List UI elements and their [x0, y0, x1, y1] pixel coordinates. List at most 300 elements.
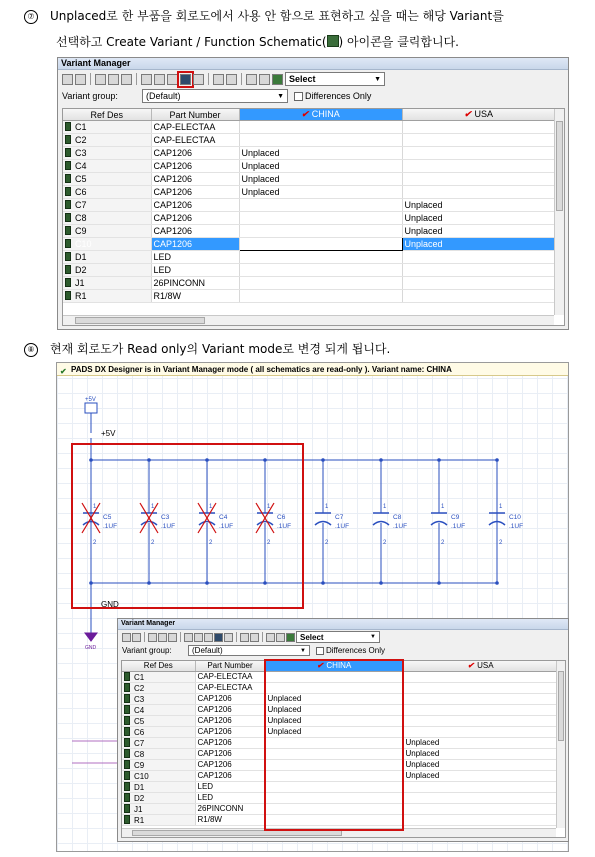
select-dropdown-value: Select [300, 632, 324, 642]
component-icon [124, 672, 130, 681]
vertical-scrollbar-thumb[interactable] [556, 121, 563, 211]
cell-text: CAP1206 [153, 174, 193, 184]
select-icon[interactable] [286, 633, 295, 642]
cell-text: C2 [134, 683, 145, 693]
cell-ref-des[interactable] [63, 251, 151, 264]
select-dropdown[interactable] [285, 72, 385, 86]
table-row[interactable] [63, 134, 555, 147]
variant-check-icon: ✔ [301, 109, 309, 119]
cell-usa[interactable] [402, 264, 555, 277]
capacitor-value-label: .1UF [219, 523, 234, 530]
component-icon [65, 122, 71, 131]
variant-group-select[interactable] [188, 645, 310, 656]
cell-text: C4 [75, 161, 87, 171]
variant-group-value: (Default) [146, 91, 181, 101]
vertical-scrollbar[interactable] [556, 661, 565, 828]
toolbar-separator [144, 632, 145, 642]
net-label-5v-small: +5V [85, 397, 96, 403]
horizontal-scrollbar[interactable] [63, 315, 554, 325]
capacitor-value-label: .1UF [277, 523, 292, 530]
cell-usa[interactable] [403, 759, 558, 770]
cell-china[interactable] [239, 121, 402, 134]
cell-text: Unplaced [405, 749, 440, 758]
pin-number: 1 [151, 504, 155, 510]
variant-check-icon: ✔ [463, 109, 472, 119]
cell-china[interactable] [239, 199, 402, 212]
function-icon[interactable] [193, 74, 204, 85]
cell-ref-des[interactable] [122, 715, 195, 726]
chevron-down-icon: ▼ [300, 647, 306, 654]
capacitor-c8[interactable] [373, 458, 407, 585]
cell-ref-des[interactable] [122, 792, 195, 803]
cell-text: C3 [75, 148, 87, 158]
table-row[interactable] [63, 160, 555, 173]
cell-usa[interactable] [402, 173, 555, 186]
toolbar-separator [90, 73, 91, 85]
capacitor-c10[interactable] [489, 458, 523, 585]
component-icon [124, 771, 130, 780]
schematic-icon[interactable] [148, 633, 157, 642]
capacitor-ref-label: C9 [451, 514, 460, 521]
cell-ref-des[interactable] [63, 212, 151, 225]
cell-text: CAP1206 [153, 239, 193, 249]
cell-ref-des[interactable] [63, 225, 151, 238]
cell-part-number[interactable] [151, 186, 239, 199]
cell-text: Unplaced [404, 226, 443, 236]
cell-text: J1 [134, 804, 143, 814]
cell-ref-des[interactable] [63, 147, 151, 160]
schematic-icon[interactable] [95, 74, 106, 85]
component-icon [65, 161, 71, 170]
cell-part-number[interactable] [151, 225, 239, 238]
table-row[interactable] [63, 199, 555, 212]
cell-usa[interactable] [403, 682, 558, 693]
column-header-china-label: CHINA [311, 109, 340, 119]
cell-ref-des[interactable] [122, 814, 195, 825]
cell-usa[interactable] [402, 134, 555, 147]
column-header-china-label: CHINA [326, 661, 352, 671]
power-port-symbol [85, 403, 97, 413]
cell-ref-des[interactable] [63, 290, 151, 303]
toolbar-separator [208, 73, 209, 85]
capacitor-ref-label: C4 [219, 514, 228, 521]
window-icon[interactable] [121, 74, 132, 85]
cell-usa[interactable] [403, 781, 558, 792]
differences-only-checkbox[interactable] [294, 92, 303, 101]
chevron-down-icon: ▼ [370, 634, 376, 640]
cell-text: C10 [75, 239, 92, 249]
cell-text: Unplaced [241, 174, 280, 184]
capacitor-value-label: .1UF [451, 523, 466, 530]
cell-text: C8 [75, 213, 87, 223]
cell-part-number[interactable] [195, 759, 265, 770]
cell-part-number[interactable] [151, 199, 239, 212]
component-icon [124, 782, 130, 791]
table-row[interactable] [63, 290, 555, 303]
variant-manager-title: Variant Manager [58, 58, 568, 70]
report-icon[interactable] [226, 74, 237, 85]
cell-usa[interactable] [403, 770, 558, 781]
step-7-text-2a: 선택하고 Create Variant / Function Schematic( [56, 35, 327, 49]
pin-number: 1 [209, 504, 213, 510]
designer-title-text: PADS DX Designer is in Variant Manager mode ( all schematics are read-only ). Variant name: CHINA [71, 365, 452, 374]
report-icon[interactable] [250, 633, 259, 642]
step-7-line-2 [56, 34, 459, 50]
cell-ref-des[interactable] [122, 682, 195, 693]
cell-text: LED [153, 252, 172, 262]
vertical-scrollbar[interactable] [554, 109, 564, 315]
junction-dot [495, 458, 499, 462]
cell-ref-des[interactable] [122, 693, 195, 704]
link-icon[interactable] [75, 74, 86, 85]
cell-usa[interactable] [402, 225, 555, 238]
cell-text: R1 [75, 291, 87, 301]
cell-text: C9 [75, 226, 87, 236]
column-header-china[interactable] [239, 109, 402, 121]
filter-icon[interactable] [246, 74, 257, 85]
variant-group-label: Variant group: [122, 646, 172, 655]
table-row[interactable] [63, 277, 555, 290]
cell-usa[interactable] [402, 199, 555, 212]
capacitor-c7[interactable] [315, 458, 349, 585]
table-row[interactable] [63, 147, 555, 160]
variant-group-row [118, 644, 568, 657]
cell-part-number[interactable] [151, 238, 239, 251]
component-icon [124, 815, 130, 824]
filter-options-icon[interactable] [259, 74, 270, 85]
column-header-usa[interactable] [402, 109, 555, 121]
cell-usa[interactable] [402, 238, 555, 251]
differences-only-label: Differences Only [326, 646, 385, 655]
pin-number: 2 [267, 540, 271, 546]
column-header-part-number[interactable]: Part Number [151, 109, 239, 121]
cell-china[interactable] [239, 225, 402, 238]
cell-text: C10 [134, 771, 149, 781]
cell-text: CAP1206 [197, 694, 232, 703]
capacitor-value-label: .1UF [103, 523, 118, 530]
filter-options-icon[interactable] [276, 633, 285, 642]
unplaced-parts-highlight [71, 443, 304, 609]
create-variant-schematic-icon [327, 35, 339, 47]
component-icon [65, 148, 71, 157]
cell-text: C1 [75, 122, 87, 132]
cell-usa[interactable] [403, 704, 558, 715]
cell-usa[interactable] [402, 147, 555, 160]
cell-text: C1 [134, 672, 145, 682]
cell-part-number[interactable] [195, 792, 265, 803]
cell-china[interactable] [239, 251, 402, 264]
cell-part-number[interactable] [195, 737, 265, 748]
step-8-text: 현재 회로도가 Read only의 Variant mode로 변경 되게 됩니다. [50, 342, 391, 356]
cell-part-number[interactable] [195, 803, 265, 814]
cell-text: C6 [134, 727, 145, 737]
pin-number: 2 [499, 540, 503, 546]
cell-text: C4 [134, 705, 145, 715]
document-icon[interactable] [108, 74, 119, 85]
cell-text: C9 [134, 760, 145, 770]
cell-text: 26PINCONN [197, 804, 244, 813]
table-row[interactable] [63, 225, 555, 238]
component-icon [65, 265, 71, 274]
column-header-usa[interactable] [403, 661, 558, 671]
cell-ref-des[interactable] [63, 160, 151, 173]
capacitor-c9[interactable] [431, 458, 465, 585]
cell-ref-des[interactable] [63, 186, 151, 199]
pin-number: 2 [151, 540, 155, 546]
component-icon [65, 252, 71, 261]
cell-ref-des[interactable] [122, 737, 195, 748]
variant-settings-icon[interactable] [154, 74, 165, 85]
cell-usa[interactable] [403, 748, 558, 759]
differences-only-label: Differences Only [305, 91, 372, 101]
pin-number: 1 [267, 504, 271, 510]
cell-part-number[interactable] [195, 748, 265, 759]
cell-text: Unplaced [267, 694, 302, 703]
variant-group-value: (Default) [192, 646, 223, 655]
junction-dot [437, 458, 441, 462]
component-icon [124, 760, 130, 769]
cell-ref-des[interactable] [122, 726, 195, 737]
step-8-line [24, 341, 390, 357]
column-header-ref-des[interactable]: Ref Des [63, 109, 151, 121]
cell-text: Unplaced [405, 760, 440, 769]
cell-china[interactable] [239, 238, 402, 251]
filter-icon[interactable] [266, 633, 275, 642]
variant-grid [62, 108, 565, 326]
column-header-part-number[interactable]: Part Number [195, 661, 265, 671]
ground-symbol [85, 633, 97, 641]
junction-dot [437, 581, 441, 585]
cell-text: CAP1206 [153, 148, 193, 158]
cell-usa[interactable] [403, 671, 558, 682]
cell-part-number[interactable] [195, 671, 265, 682]
pin-number: 1 [325, 504, 329, 510]
cell-text: C2 [75, 135, 87, 145]
china-column-highlight [264, 659, 404, 831]
cell-part-number[interactable] [151, 290, 239, 303]
cell-china[interactable] [239, 134, 402, 147]
cell-usa[interactable] [403, 737, 558, 748]
select-dropdown-value: Select [289, 74, 316, 84]
net-label-gnd: GND [101, 600, 119, 609]
cell-usa[interactable] [403, 803, 558, 814]
cell-part-number[interactable] [195, 814, 265, 825]
junction-dot [321, 581, 325, 585]
step-7-number: ⑦ [24, 10, 38, 24]
cell-text: C5 [134, 716, 145, 726]
cell-part-number[interactable] [195, 781, 265, 792]
link-icon[interactable] [132, 633, 141, 642]
cell-usa[interactable] [402, 212, 555, 225]
cell-ref-des[interactable] [63, 121, 151, 134]
variant-group-select[interactable] [142, 89, 288, 103]
capacitor-ref-label: C6 [277, 514, 286, 521]
cell-part-number[interactable] [151, 160, 239, 173]
column-header-ref-des[interactable]: Ref Des [122, 661, 195, 671]
cell-usa[interactable] [402, 277, 555, 290]
cell-text: Unplaced [241, 161, 280, 171]
capacitor-value-label: .1UF [509, 523, 524, 530]
cell-ref-des[interactable] [63, 199, 151, 212]
component-icon [65, 291, 71, 300]
toolbar-separator [136, 73, 137, 85]
toolbar-separator [180, 632, 181, 642]
cell-part-number[interactable] [195, 715, 265, 726]
cell-china[interactable] [239, 160, 402, 173]
window-icon[interactable] [168, 633, 177, 642]
cell-usa[interactable] [403, 715, 558, 726]
document-icon[interactable] [158, 633, 167, 642]
cell-text: C6 [75, 187, 87, 197]
cell-ref-des[interactable] [63, 277, 151, 290]
cell-text: CAP1206 [153, 187, 193, 197]
cell-ref-des[interactable] [63, 264, 151, 277]
cell-part-number[interactable] [151, 173, 239, 186]
step-7-text-2b: ) 아이콘을 클릭합니다. [338, 35, 459, 49]
step-7-text-1: Unplaced로 한 부품을 회로도에서 사용 안 함으로 표현하고 싶을 때는 해당 Variant를 [50, 9, 504, 23]
table-row[interactable] [63, 238, 555, 251]
component-icon [124, 727, 130, 736]
cell-text: CAP-ELECTAA [153, 122, 216, 132]
cell-usa[interactable] [402, 186, 555, 199]
cell-part-number[interactable] [151, 264, 239, 277]
variant-manager-title: Variant Manager [118, 619, 568, 630]
select-icon[interactable] [272, 74, 283, 85]
component-icon [65, 135, 71, 144]
table-row[interactable] [63, 173, 555, 186]
table-row[interactable] [63, 186, 555, 199]
cell-usa[interactable] [402, 251, 555, 264]
cell-ref-des[interactable] [122, 781, 195, 792]
cell-usa[interactable] [403, 814, 558, 825]
step-7-line-1 [24, 8, 504, 24]
chevron-down-icon: ▼ [277, 92, 284, 100]
cell-usa[interactable] [403, 792, 558, 803]
select-dropdown[interactable] [296, 631, 380, 643]
cell-text: CAP1206 [197, 760, 232, 769]
cell-text: CAP1206 [197, 771, 232, 780]
cell-china[interactable] [239, 186, 402, 199]
replace-icon[interactable] [204, 633, 213, 642]
cell-china[interactable] [239, 173, 402, 186]
cell-text: R1/8W [197, 815, 222, 824]
cell-text: D1 [134, 782, 145, 792]
cell-usa[interactable] [403, 726, 558, 737]
component-icon [65, 187, 71, 196]
horizontal-scrollbar-thumb[interactable] [75, 317, 205, 324]
cell-text: CAP1206 [197, 705, 232, 714]
cell-ref-des[interactable] [122, 671, 195, 682]
cell-text: Unplaced [405, 771, 440, 780]
variant-group-label: Variant group: [62, 91, 118, 101]
component-icon [65, 174, 71, 183]
cell-part-number[interactable] [195, 704, 265, 715]
cell-text: Unplaced [267, 716, 302, 725]
cell-ref-des[interactable] [63, 238, 151, 251]
cell-text: 26PINCONN [153, 278, 206, 288]
cell-text: CAP1206 [153, 226, 193, 236]
cell-part-number[interactable] [151, 147, 239, 160]
chevron-down-icon: ▼ [374, 75, 381, 83]
component-icon [65, 239, 71, 248]
cell-ref-des[interactable] [63, 134, 151, 147]
cell-part-number[interactable] [151, 212, 239, 225]
cell-part-number[interactable] [195, 682, 265, 693]
pin-number: 2 [93, 540, 97, 546]
cell-china[interactable] [239, 290, 402, 303]
variant-settings-icon[interactable] [194, 633, 203, 642]
variant-manager-window-overlay [117, 618, 569, 842]
component-icon [124, 749, 130, 758]
cell-text: Unplaced [404, 200, 443, 210]
cell-ref-des[interactable] [122, 803, 195, 814]
junction-dot [321, 458, 325, 462]
cell-part-number[interactable] [195, 770, 265, 781]
cell-text: C3 [134, 694, 145, 704]
table-row[interactable] [63, 251, 555, 264]
cell-text: C7 [134, 738, 145, 748]
cell-usa[interactable] [402, 160, 555, 173]
cell-part-number[interactable] [151, 134, 239, 147]
capacitor-ref-label: C7 [335, 514, 344, 521]
toolbar-separator [262, 632, 263, 642]
cell-china[interactable] [239, 277, 402, 290]
cell-usa[interactable] [403, 693, 558, 704]
pin-number: 1 [383, 504, 387, 510]
capacitor-ref-label: C8 [393, 514, 402, 521]
create-variant-schematic-button[interactable] [180, 74, 191, 85]
refresh-icon[interactable] [240, 633, 249, 642]
cell-china[interactable] [239, 147, 402, 160]
cell-text: Unplaced [404, 239, 443, 249]
cell-part-number[interactable] [151, 277, 239, 290]
vertical-scrollbar-thumb[interactable] [558, 671, 564, 741]
component-icon [124, 705, 130, 714]
save-icon[interactable] [122, 633, 131, 642]
capacitor-value-label: .1UF [335, 523, 350, 530]
cell-ref-des[interactable] [122, 770, 195, 781]
cell-part-number[interactable] [151, 251, 239, 264]
table-row[interactable] [63, 121, 555, 134]
cell-text: Unplaced [267, 705, 302, 714]
cell-text: D2 [75, 265, 87, 275]
table-row[interactable] [63, 264, 555, 277]
capacitor-ref-label: C10 [509, 514, 521, 521]
save-icon[interactable] [62, 74, 73, 85]
cell-china[interactable] [239, 212, 402, 225]
cell-part-number[interactable] [195, 726, 265, 737]
add-variant-icon[interactable] [141, 74, 152, 85]
add-variant-icon[interactable] [184, 633, 193, 642]
cell-ref-des[interactable] [122, 748, 195, 759]
cell-part-number[interactable] [195, 693, 265, 704]
replace-icon[interactable] [167, 74, 178, 85]
cell-ref-des[interactable] [63, 173, 151, 186]
component-icon [124, 694, 130, 703]
cell-ref-des[interactable] [122, 704, 195, 715]
cell-part-number[interactable] [151, 121, 239, 134]
cell-ref-des[interactable] [122, 759, 195, 770]
function-icon[interactable] [224, 633, 233, 642]
cell-china[interactable] [239, 264, 402, 277]
refresh-icon[interactable] [213, 74, 224, 85]
create-variant-schematic-button[interactable] [214, 633, 223, 642]
cell-usa[interactable] [402, 290, 555, 303]
table-row[interactable] [63, 212, 555, 225]
pin-number: 2 [441, 540, 445, 546]
differences-only-checkbox[interactable] [316, 647, 324, 655]
cell-usa[interactable] [402, 121, 555, 134]
